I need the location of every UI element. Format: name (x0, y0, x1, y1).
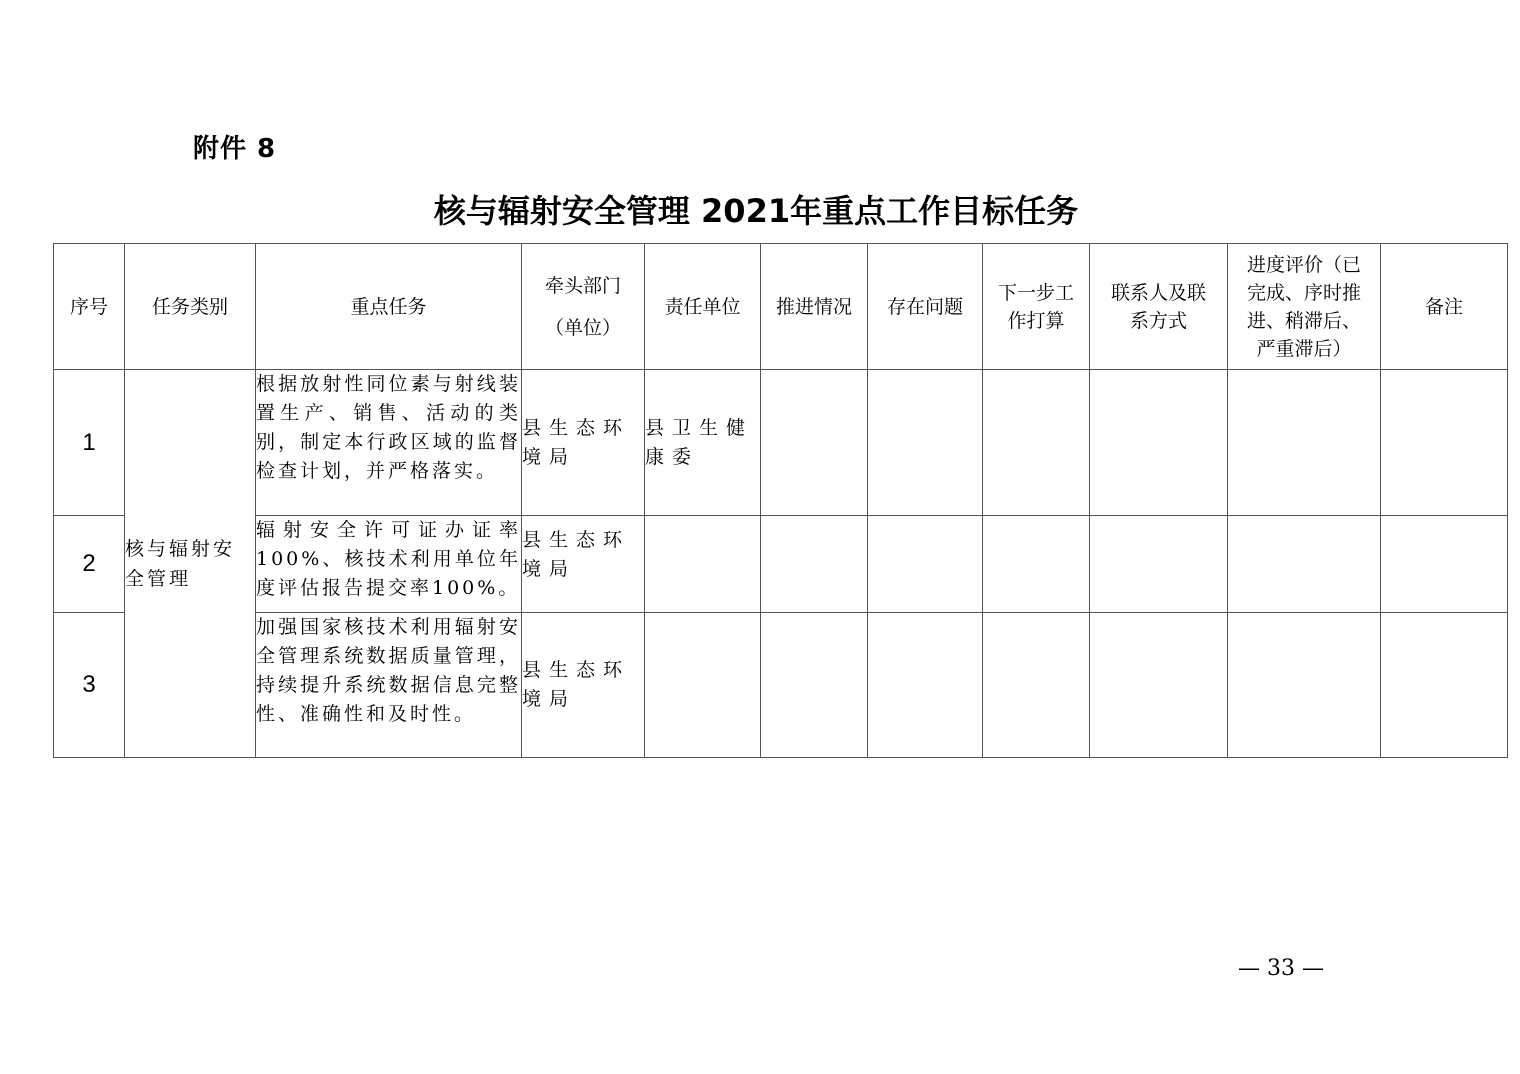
row-remarks-cell (1381, 516, 1508, 613)
row-issues-cell (868, 613, 983, 758)
row-contact-cell (1090, 516, 1228, 613)
row-responsible (645, 516, 761, 613)
row-next-step-cell (983, 613, 1090, 758)
header-responsible: 责任单位 (645, 244, 761, 370)
task-table (53, 243, 1508, 758)
header-progress: 推进情况 (761, 244, 868, 370)
row-progress-cell (761, 370, 868, 516)
row-remarks-cell (1381, 613, 1508, 758)
header-lead-dept-sub: （单位） (544, 316, 621, 339)
row-lead-dept: 县生态环境局 (522, 613, 645, 758)
table-header-row (54, 244, 1508, 370)
row-evaluation-cell (1228, 613, 1381, 758)
row-evaluation-cell (1228, 516, 1381, 613)
row-seq: 3 (54, 613, 125, 758)
header-remarks: 备注 (1381, 244, 1508, 370)
row-responsible (645, 613, 761, 758)
header-lead-dept-label: 牵头部门 (544, 274, 621, 297)
row-lead-dept: 县生态环境局 (522, 370, 645, 516)
header-key-task: 重点任务 (256, 244, 522, 370)
header-evaluation: 进度评价（已完成、序时推进、稍滞后、严重滞后） (1228, 244, 1381, 370)
header-issues: 存在问题 (868, 244, 983, 370)
row-lead-dept: 县生态环境局 (522, 516, 645, 613)
header-next-step: 下一步工作打算 (983, 244, 1090, 370)
row-responsible: 县卫生健康委 (645, 370, 761, 516)
header-contact: 联系人及联系方式 (1090, 244, 1228, 370)
row-issues-cell (868, 370, 983, 516)
table-row (54, 516, 1508, 613)
document-title: 核与辐射安全管理 2021年重点工作目标任务 (433, 192, 1079, 230)
row-remarks-cell (1381, 370, 1508, 516)
row-task: 加强国家核技术利用辐射安全管理系统数据质量管理，持续提升系统数据信息完整性、准确性和及时性。 (256, 613, 522, 758)
header-lead-dept (522, 244, 645, 370)
row-seq: 2 (54, 516, 125, 613)
row-next-step-cell (983, 516, 1090, 613)
header-category: 任务类别 (125, 244, 256, 370)
page-number: — 33 — (1238, 956, 1324, 981)
row-category: 核与辐射安全管理 (125, 370, 256, 758)
header-seq: 序号 (54, 244, 125, 370)
attachment-label: 附件 8 (193, 134, 277, 164)
row-task: 根据放射性同位素与射线装置生产、销售、活动的类别，制定本行政区域的监督检查计划，并严格落实。 (256, 370, 522, 516)
row-seq: 1 (54, 370, 125, 516)
row-issues-cell (868, 516, 983, 613)
row-next-step-cell (983, 370, 1090, 516)
table-row (54, 370, 1508, 516)
row-evaluation-cell (1228, 370, 1381, 516)
row-progress-cell (761, 516, 868, 613)
row-progress-cell (761, 613, 868, 758)
row-contact-cell (1090, 613, 1228, 758)
row-task: 辐射安全许可证办证率100%、核技术利用单位年度评估报告提交率100%。 (256, 516, 522, 613)
table-row (54, 613, 1508, 758)
row-contact-cell (1090, 370, 1228, 516)
